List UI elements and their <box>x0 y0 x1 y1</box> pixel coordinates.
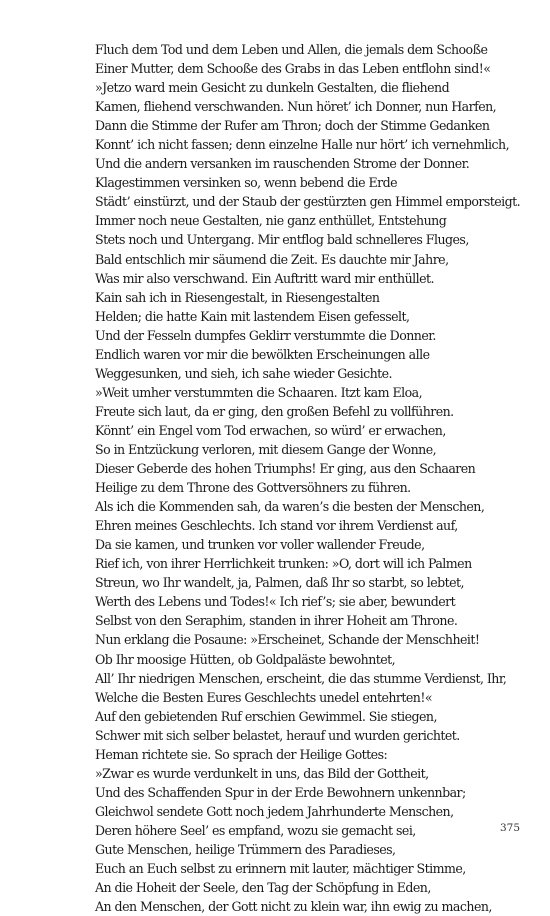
verse-line: An die Hoheit der Seele, den Tag der Schöpfung in Eden, <box>95 880 431 896</box>
verse-line: Weggesunken, und sieh, ich sahe wieder Gesichte. <box>95 365 392 381</box>
verse-line: Ehren meines Geschlechts. Ich stand vor ihrem Verdienst auf, <box>95 518 458 534</box>
verse-line: Freute sich laut, da er ging, den großen Befehl zu vollführen. <box>95 403 454 419</box>
page-number: 375 <box>499 822 520 834</box>
verse-line: Kain sah ich in Riesengestalt, in Riesengestalten <box>95 289 380 305</box>
verse-line: Einer Mutter, dem Schooße des Grabs in das Leben entflohn sind!« <box>95 61 491 77</box>
verse-line: Da sie kamen, und trunken vor voller wallender Freude, <box>95 537 425 553</box>
verse-line: So in Entzückung verloren, mit diesem Gange der Wonne, <box>95 441 437 457</box>
verse-line: Dann die Stimme der Rufer am Thron; doch der Stimme Gedanken <box>95 118 490 134</box>
verse-line: Klagestimmen versinken so, wenn bebend die Erde <box>95 175 397 191</box>
verse-line: Was mir also verschwand. Ein Auftritt ward mir enthüllet. <box>95 270 434 286</box>
verse-line: Konnt’ ich nicht fassen; denn einzelne Halle nur hört’ ich vernehmlich, <box>95 137 510 153</box>
verse-line: Ob Ihr moosige Hütten, ob Goldpaläste bewohntet, <box>95 651 396 667</box>
verse-line: Streun, wo Ihr wandelt, ja, Palmen, daß Ihr so starbt, so lebtet, <box>95 575 464 591</box>
verse-line: Und die andern versanken im rauschenden Strome der Donner. <box>95 156 470 172</box>
verse-line: Stets noch und Untergang. Mir entflog bald schnelleres Fluges, <box>95 232 469 248</box>
verse-line: »Jetzo ward mein Gesicht zu dunkeln Gestalten, die fliehend <box>95 80 450 96</box>
verse-line: Dieser Geberde des hohen Triumphs! Er ging, aus den Schaaren <box>95 461 476 477</box>
verse-line: »Zwar es wurde verdunkelt in uns, das Bild der Gottheit, <box>95 765 429 781</box>
verse-line: Nun erklang die Posaune: »Erscheinet, Schande der Menschheit! <box>95 632 480 648</box>
verse-line: Rief ich, von ihrer Herrlichkeit trunken: »O, dort will ich Palmen <box>95 556 472 572</box>
poem-text <box>95 40 535 916</box>
verse-line: Und der Fesseln dumpfes Geklirr verstummte die Donner. <box>95 327 436 343</box>
verse-line: Fluch dem Tod und dem Leben und Allen, die jemals dem Schooße <box>95 42 488 57</box>
verse-line: Könnt’ ein Engel vom Tod erwachen, so würd’ er erwachen, <box>95 422 446 438</box>
verse-line: All’ Ihr niedrigen Menschen, erscheint, die das stumme Verdienst, Ihr, <box>95 670 507 686</box>
verse-line: Euch an Euch selbst zu erinnern mit lauter, mächtiger Stimme, <box>95 861 466 877</box>
verse-line: Kamen, fliehend verschwanden. Nun höret’ ich Donner, nun Harfen, <box>95 99 497 115</box>
verse-line: Helden; die hatte Kain mit lastendem Eisen gefesselt, <box>95 308 410 324</box>
verse-line: Städt’ einstürzt, und der Staub der gestürzten gen Himmel emporsteigt. <box>95 194 521 210</box>
verse-line: Und des Schaffenden Spur in der Erde Bewohnern unkennbar; <box>95 784 466 800</box>
verse-line: Endlich waren vor mir die bewölkten Erscheinungen alle <box>95 346 430 362</box>
verse-line: Immer noch neue Gestalten, nie ganz enthüllet, Entstehung <box>95 213 447 229</box>
verse-line: Deren höhere Seel’ es empfand, wozu sie gemacht sei, <box>95 822 416 838</box>
verse-line: »Weit umher verstummten die Schaaren. Itzt kam Eloa, <box>95 384 423 400</box>
verse-line: Gleichwol sendete Gott noch jedem Jahrhunderte Menschen, <box>95 803 454 819</box>
verse-line: Heilige zu dem Throne des Gottversöhners zu führen. <box>95 480 411 496</box>
verse-line: Werth des Lebens und Todes!« Ich rief’s; sie aber, bewundert <box>95 594 456 610</box>
verse-line: An den Menschen, der Gott nicht zu klein war, ihn ewig zu machen, <box>95 899 492 915</box>
verse-line: Auf den gebietenden Ruf erschien Gewimmel. Sie stiegen, <box>95 708 437 724</box>
verse-line: Als ich die Kommenden sah, da waren’s die besten der Menschen, <box>95 499 485 515</box>
verse-line: Selbst von den Seraphim, standen in ihrer Hoheit am Throne. <box>95 613 458 629</box>
verse-line: Gute Menschen, heilige Trümmern des Paradieses, <box>95 841 396 857</box>
verse-line: Schwer mit sich selber belastet, herauf und wurden gerichtet. <box>95 727 460 743</box>
verse-line: Heman richtete sie. So sprach der Heilige Gottes: <box>95 746 388 762</box>
verse-line: Bald entschlich mir säumend die Zeit. Es dauchte mir Jahre, <box>95 251 449 267</box>
verse-line: Welche die Besten Eures Geschlechts unedel entehrten!« <box>95 689 433 705</box>
